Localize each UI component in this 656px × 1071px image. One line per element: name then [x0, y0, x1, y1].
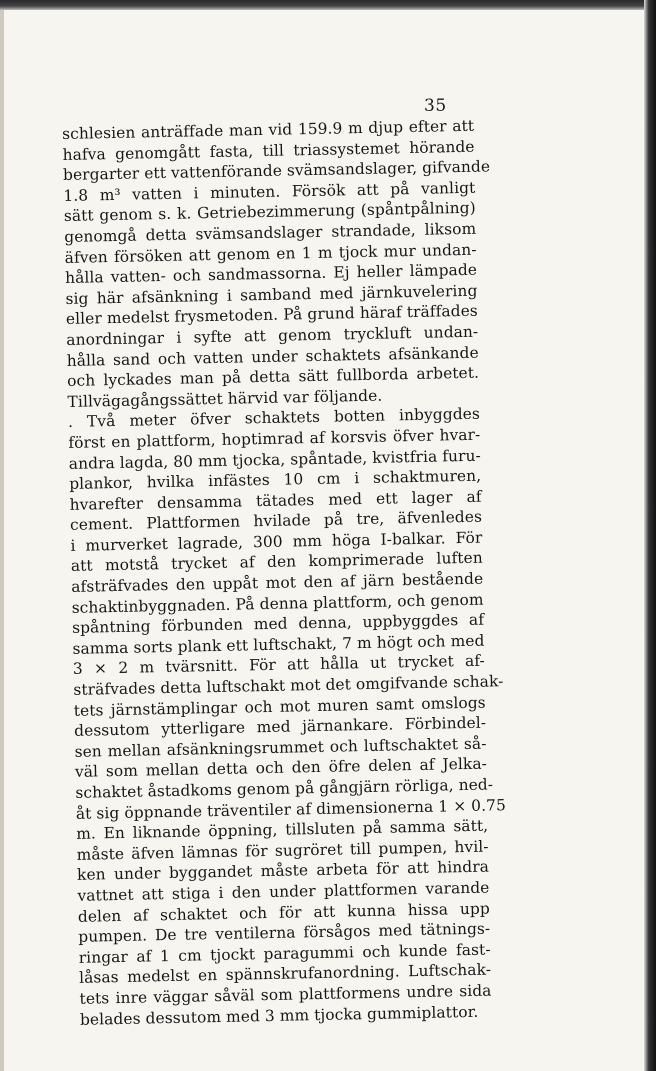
text-line: äfven försöken att genom en 1 m tjock mur undan-	[64, 240, 477, 267]
page-number: 35	[424, 96, 447, 116]
text-line: hålla vatten- och sandmassorna. Ej heller lämpade	[64, 260, 478, 288]
page-left-edge	[0, 0, 4, 1071]
page-top-edge	[0, 0, 656, 10]
text-line: sen mellan afsänkningsrummet och luftschaktet så-	[74, 734, 487, 761]
text-line: låsas medelst en spännskrufanordning. Luftschak-	[78, 960, 492, 988]
text-line: delen af schaktet och för att kunna hissa upp	[77, 899, 491, 926]
text-line: . Två meter öfver schaktets botten inbyggdes	[67, 404, 481, 432]
text-line: måste äfven lämnas för sugröret till pumpen, hvil-	[76, 837, 489, 864]
text-line: pumpen. De tre ventilerna försågos med tätnings-	[78, 919, 491, 946]
text-line: och lyckades man på detta sätt fullborda arbetet.	[66, 363, 480, 391]
text-line: schlesien anträffade man vid 159.9 m djup efter att	[62, 116, 475, 143]
text-line: dessutom ytterligare med järnankare. Förbindel-	[74, 713, 487, 741]
text-line: afsträfvades den uppåt mot den af järn bestående	[71, 569, 484, 596]
text-line: sätt genom s. k. Getriebezimmerung (spåntpålning)	[63, 199, 476, 226]
text-line: schaktinbyggnaden. På denna plattform, och genom	[71, 590, 484, 617]
text-line: bergarter ett vattenförande svämsandslager, gifvande	[62, 157, 491, 185]
text-line: spåntning förbunden med denna, uppbyggdes af	[71, 610, 485, 638]
text-line: att motstå trycket af den komprimerade luften	[70, 549, 483, 576]
text-line: hafva genomgått fasta, till triassystemet hörande	[62, 137, 475, 164]
text-line: schaktet åstadkoms genom på gångjärn rörliga, ned-	[75, 775, 494, 802]
text-line: m. En liknande öppning, tillsluten på samma sätt,	[76, 816, 489, 844]
text-line: åt sig öppnande träventiler af dimensionerna 1 × 0.75	[75, 795, 507, 823]
text-line: vattnet att stiga i den under plattformen varande	[77, 878, 490, 905]
text-line: Tillvägagångssättet härvid var följande.	[67, 386, 383, 411]
text-line: tets järnstämplingar och mot muren samt omslogs	[73, 693, 486, 720]
text-line: i murverket lagrade, 300 mm höga I-balkar. För	[70, 528, 483, 555]
text-line: tets inre väggar såväl som plattformens undre sida	[79, 981, 492, 1008]
text-line: ken under byggandet måste arbeta för att hindra	[76, 857, 490, 885]
text-line: andra lagda, 80 mm tjocka, spåntade, kvistfria furu-	[68, 446, 482, 473]
text-line: samma sorts plank ett luftschakt, 7 m högt och med	[72, 631, 485, 658]
text-line: ringar af 1 cm tjockt paragummi och kunde fast-	[78, 940, 491, 967]
text-line: genomgå detta svämsandslager strandade, liksom	[64, 219, 477, 246]
text-line: eller medelst frysmetoden. På grund häraf träffades	[65, 302, 479, 329]
text-line: först en plattform, hoptimrad af korsvis öfver hvar-	[68, 425, 481, 452]
body-text	[62, 116, 507, 1030]
page-right-edge	[644, 0, 656, 1071]
text-line: 1.8 m³ vatten i minuten. Försök att på vanligt	[63, 178, 476, 205]
text-line: plankor, hvilka infästes 10 cm i schaktmuren,	[69, 466, 482, 494]
text-line: anordningar i syfte att genom tryckluft undan-	[66, 322, 479, 349]
text-line: sig här afsänkning i samband med järnkuvelering	[65, 281, 478, 308]
text-line: väl som mellan detta och den öfre delen af Jelka-	[74, 755, 488, 782]
text-line: hvarefter densamma tätades med ett lager af	[69, 487, 482, 514]
text-line: hålla sand och vatten under schaktets afsänkande	[66, 343, 479, 370]
text-line: 3 × 2 m tvärsnitt. För att hålla ut trycket af-	[72, 652, 486, 679]
text-line: belades dessutom med 3 mm tjocka gummiplattor.	[79, 1002, 479, 1029]
text-line: cement. Plattformen hvilade på tre, äfvenledes	[69, 507, 483, 535]
text-line: sträfvades detta luftschakt mot det omgifvande schak-	[73, 672, 504, 699]
